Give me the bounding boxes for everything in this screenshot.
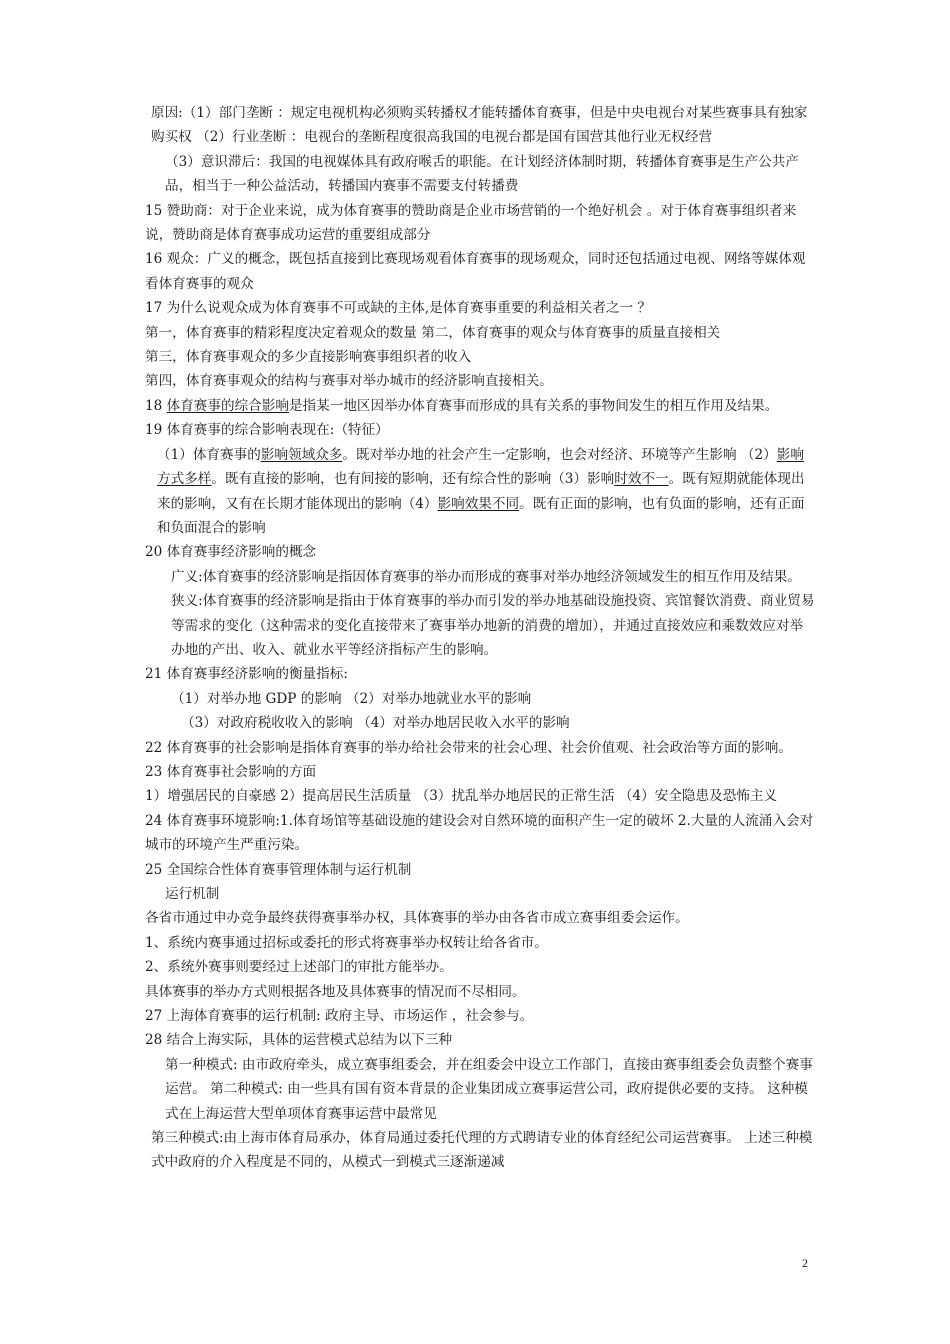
text-paragraph: 具体赛事的举办方式则根据各地及具体赛事的情况而不尽相同。 <box>145 983 526 1000</box>
underlined-term: 影响方式多样 <box>157 446 804 488</box>
text-segment: 18 <box>145 397 167 414</box>
text-paragraph: 25 全国综合性体育赛事管理体制与运行机制 <box>145 861 412 878</box>
text-paragraph: 15 赞助商：对于企业来说，成为体育赛事的赞助商是企业市场营销的一个绝好机会 。对于体育赛事组织者来说，赞助商是体育赛事成功运营的重要组成部分 <box>145 202 797 244</box>
text-paragraph: 28 结合上海实际，具体的运营模式总结为以下三种 <box>145 1032 453 1049</box>
text-segment: 。既有短期就能体现出来的影响，又有在长期才能体现出的影响（4） <box>157 471 805 512</box>
text-paragraph: 各省市通过申办竞争最终获得赛事举办权，具体赛事的举办由各省市成立赛事组委会运作。 <box>145 910 689 927</box>
text-paragraph: 23 体育赛事社会影响的方面 <box>145 763 317 780</box>
text-paragraph: 第三，体育赛事观众的多少直接影响赛事组织者的收入 <box>145 349 472 366</box>
page-number: 2 <box>802 1256 808 1270</box>
text-paragraph: 22 体育赛事的社会影响是指体育赛事的举办给社会带来的社会心理、社会价值观、社会政治等方面的影响。 <box>145 739 792 756</box>
text-paragraph: 第四，体育赛事观众的结构与赛事对举办城市的经济影响直接相关。 <box>145 373 553 390</box>
text-paragraph: 运行机制 <box>165 886 220 902</box>
text-paragraph: 第一，体育赛事的精彩程度决定着观众的数量 第二，体育赛事的观众与体育赛事的质量直接相关 <box>145 324 721 341</box>
text-paragraph: 原因:（1）部门垄断 ：规定电视机构必须购买转播权才能转播体育赛事，但是中央电视台对某些赛事具有独家购买权 （2）行业垄断 ：电视台的垄断程度很高我国的电视台都是国有国营其他行业无权经营 <box>151 105 808 146</box>
text-paragraph: 第一种模式: 由市政府牵头，成立赛事组委会，并在组委会中设立工作部门，直接由赛事组委会负责整个赛事运营。 第二种模式: 由一些具有国有资本背景的企业集团成立赛事运营公司，政府提供必要的支持。 这种模式在上海运营大型单项体育赛事运营中最常见 <box>165 1056 813 1122</box>
text-paragraph: 19 体育赛事的综合影响表现在:（特征） <box>145 422 389 439</box>
text-segment: 是指某一地区因举办体育赛事而形成的具有关系的事物间发生的相互作用及结果。 <box>288 397 779 414</box>
text-paragraph: 16 观众：广义的概念，既包括直接到比赛现场观看体育赛事的现场观众，同时还包括通过电视、网络等媒体观看体育赛事的观众 <box>145 251 806 292</box>
underlined-term: 影响效果不同 <box>437 495 520 512</box>
text-segment: 。既对举办地的社会产生一定影响，也会对经济、环境等产生影响 （2） <box>342 446 777 463</box>
text-paragraph: 27 上海体育赛事的运行机制: 政府主导、市场运作 ，社会参与。 <box>145 1008 534 1025</box>
text-paragraph: 24 体育赛事环境影响:1.体育场馆等基础设施的建设会对自然环境的面积产生一定的破坏 2.大量的人流涌入会对城市的环境产生严重污染。 <box>145 812 814 854</box>
text-segment: 。既有直接的影响，也有间接的影响，还有综合性的影响（3）影响 <box>211 471 615 488</box>
text-paragraph: 1）增强居民的自豪感 2）提高居民生活质量 （3）扰乱举办地居民的正常生活 （4）安全隐患及恐怖主义 <box>145 788 778 805</box>
text-paragraph: 17 为什么说观众成为体育赛事不可或缺的主体,是体育赛事重要的利益相关者之一 ？ <box>145 300 652 317</box>
text-paragraph: （3）意识滞后：我国的电视媒体具有政府喉舌的职能。在计划经济体制时期，转播体育赛事是生产公共产品，相当于一种公益活动，转播国内赛事不需要支付转播费 <box>165 153 799 195</box>
underlined-term: 时效不一 <box>614 471 669 488</box>
text-paragraph: 1、系统内赛事通过招标或委托的形式将赛事举办权转让给各省市。 <box>145 934 548 951</box>
text-paragraph: 第三种模式:由上海市体育局承办，体育局通过委托代理的方式聘请专业的体育经纪公司运营赛事。 上述三种模式中政府的介入程度是不同的，从模式一到模式三逐渐递减 <box>151 1130 813 1171</box>
underlined-term: 体育赛事的综合影响 <box>166 397 289 414</box>
text-segment: （1）体育赛事的 <box>157 446 261 463</box>
text-segment: 。既有正面的影响，也有负面的影响，还有正面和负面混合的影响 <box>157 495 805 536</box>
text-paragraph <box>145 443 815 541</box>
text-paragraph <box>145 394 815 418</box>
text-paragraph: 2、系统外赛事则要经过上述部门的审批方能举办。 <box>145 959 453 976</box>
text-paragraph: 20 体育赛事经济影响的概念 <box>145 544 317 561</box>
body-text <box>145 101 835 1175</box>
underlined-term: 影响领域众多 <box>260 446 343 463</box>
text-paragraph: （1）对举办地 GDP 的影响 （2）对举办地就业水平的影响 <box>171 690 532 707</box>
text-paragraph: 广义:体育赛事的经济影响是指因体育赛事的举办而形成的赛事对举办地经济领域发生的相互作用及结果。 狭义:体育赛事的经济影响是指由于体育赛事的举办而引发的举办地基础设施投资、宾馆餐饮消费、商业贸易等需求的变化（这种需求的变化直接带来了赛事举办地新的消费的增加），并通过直接效应和乘数效应对举办地的产出、收入、就业水平等经济指标产生的影响。 <box>171 568 835 658</box>
text-paragraph: （3）对政府税收收入的影响 （4）对举办地居民收入水平的影响 <box>181 715 570 732</box>
text-paragraph: 21 体育赛事经济影响的衡量指标: <box>145 666 348 683</box>
